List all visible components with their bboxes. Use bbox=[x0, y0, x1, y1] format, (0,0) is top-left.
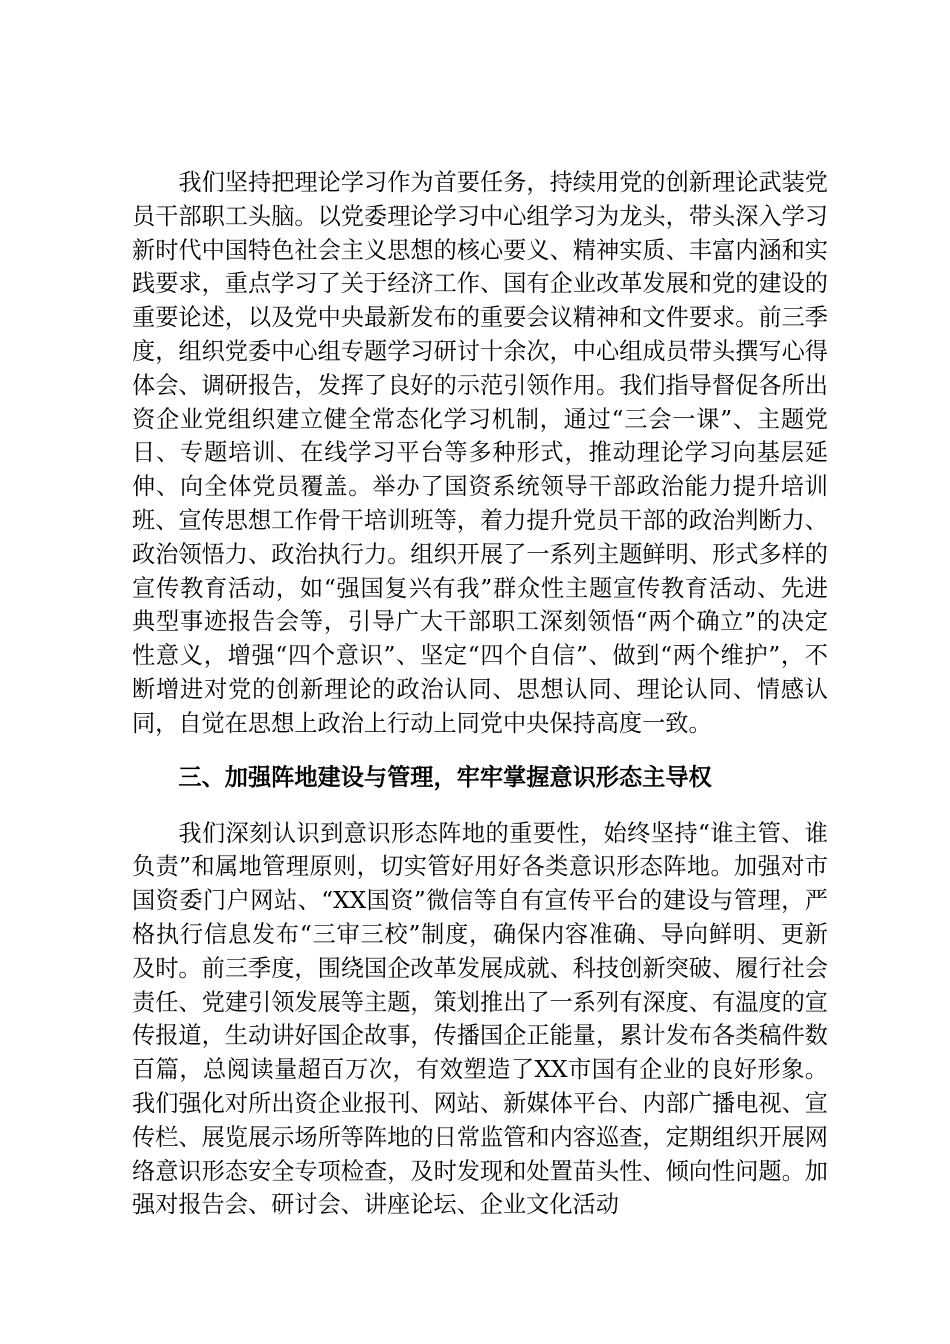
paragraph-theory-study: 我们坚持把理论学习作为首要任务，持续用党的创新理论武装党员干部职工头脑。以党委理论学习中心组学习为龙头，带头深入学习新时代中国特色社会主义思想的核心要义、精神实质、丰富内涵和实践要求，重点学习了关于经济工作、国有企业改革发展和党的建设的重要论述，以及党中央最新发布的重要会议精神和文件要求。前三季度，组织党委中心组专题学习研讨十余次，中心组成员带头撰写心得体会、调研报告，发挥了良好的示范引领作用。我们指导督促各所出资企业党组织建立健全常态化学习机制，通过“三会一课”、主题党日、专题培训、在线学习平台等多种形式，推动理论学习向基层延伸、向全体党员覆盖。举办了国资系统领导干部政治能力提升培训班、宣传思想工作骨干培训班等，着力提升党员干部的政治判断力、政治领悟力、政治执行力。组织开展了一系列主题鲜明、形式多样的宣传教育活动，如“强国复兴有我”群众性主题宣传教育活动、先进典型事迹报告会等，引导广大干部职工深刻领悟“两个确立”的决定性意义，增强“四个意识”、坚定“四个自信”、做到“两个维护”，不断增进对党的创新理论的政治认同、思想认同、理论认同、情感认同，自觉在思想上政治上行动上同党中央保持高度一致。 bbox=[132, 169, 828, 737]
paragraph-position-management: 我们深刻认识到意识形态阵地的重要性，始终坚持“谁主管、谁负责”和属地管理原则，切实管好用好各类意识形态阵地。加强对市国资委门户网站、“XX国资”微信等自有宣传平台的建设与管理，严格执行信息发布“三审三校”制度，确保内容准确、导向鲜明、更新及时。前三季度，围绕国企改革发展成就、科技创新突破、履行社会责任、党建引领发展等主题，策划推出了一系列有深度、有温度的宣传报道，生动讲好国企故事，传播国企正能量，累计发布各类稿件数百篇，总阅读量超百万次，有效塑造了XX市国有企业的良好形象。我们强化对所出资企业报刊、网站、新媒体平台、内部广播电视、宣传栏、展览展示场所等阵地的日常监管和内容巡查，定期组织开展网络意识形态安全专项检查，及时发现和处置苗头性、倾向性问题。加强对报告会、研讨会、讲座论坛、企业文化活动 bbox=[132, 819, 828, 1219]
document-body bbox=[132, 166, 828, 1222]
section-heading-3: 三、加强阵地建设与管理，牢牢掌握意识形态主导权 bbox=[178, 763, 712, 791]
